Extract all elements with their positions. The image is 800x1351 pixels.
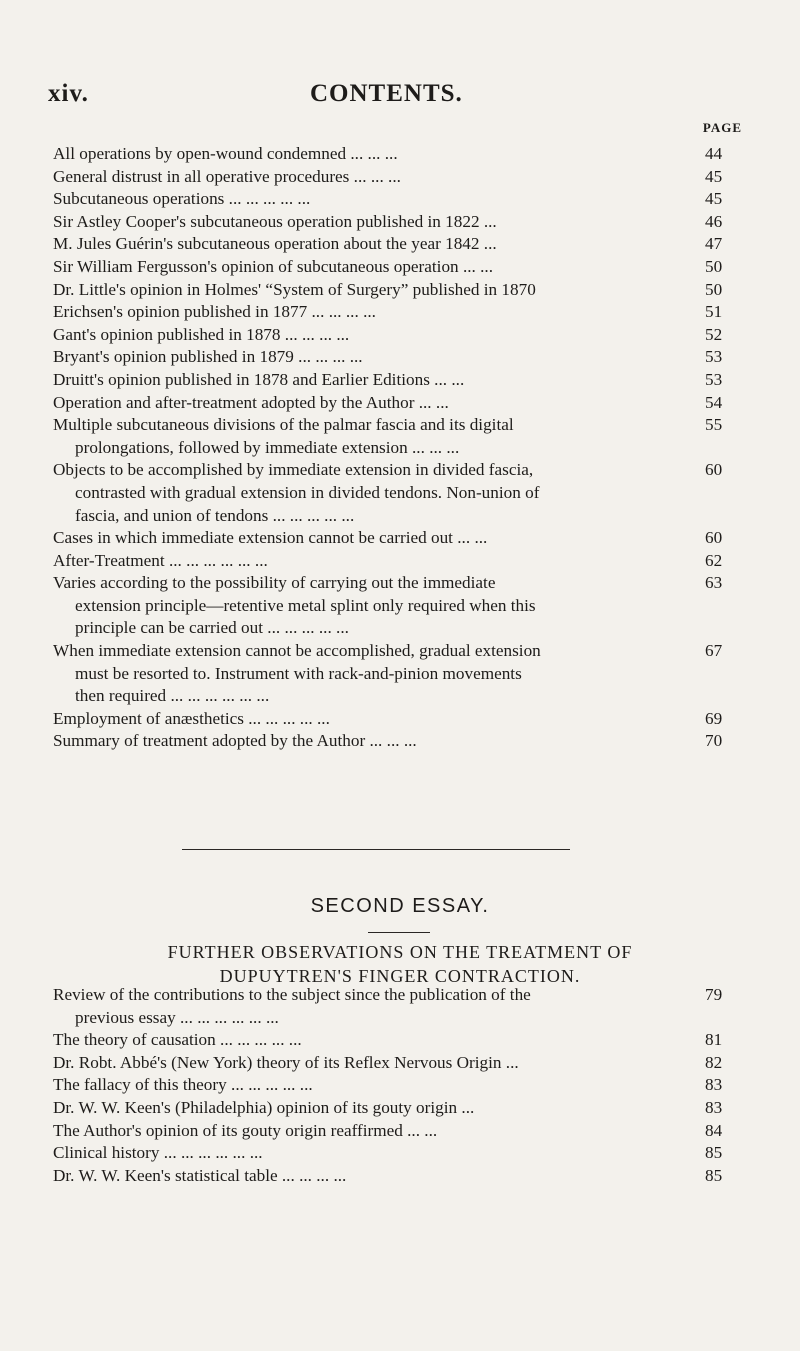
toc-entry	[53, 1074, 743, 1097]
toc-entry-line: must be resorted to. Instrument with rack-and-pinion movements	[75, 663, 522, 683]
toc-entry-text	[53, 256, 705, 279]
toc-entry	[53, 369, 743, 392]
toc-entry	[53, 730, 743, 753]
toc-page-number: 50	[705, 279, 723, 299]
toc-entry-text	[53, 143, 705, 166]
toc-entry	[53, 572, 743, 640]
toc-entry-line: Bryant's opinion published in 1879 ... ... ... ...	[53, 347, 363, 367]
toc-entry-text	[53, 1029, 705, 1052]
toc-entry-text	[53, 730, 705, 753]
toc-entry-line: M. Jules Guérin's subcutaneous operation about the year 1842 ...	[53, 234, 497, 254]
toc-entry	[53, 392, 743, 415]
toc-entry-line: Cases in which immediate extension cannot be carried out ... ...	[53, 528, 488, 548]
toc-entry	[53, 301, 743, 324]
toc-page-number: 50	[705, 256, 723, 276]
contents-list-second	[53, 984, 743, 1187]
toc-entry-line: Druitt's opinion published in 1878 and Earlier Editions ... ...	[53, 369, 465, 389]
toc-entry-line: Varies according to the possibility of carrying out the immediate	[53, 573, 496, 593]
toc-entry	[53, 984, 743, 1029]
toc-entry-text	[53, 527, 705, 550]
toc-entry-line: Subcutaneous operations ... ... ... ... ...	[53, 189, 311, 209]
toc-page-number: 84	[705, 1120, 723, 1140]
toc-page-number: 53	[705, 347, 723, 367]
toc-page-number: 67	[705, 641, 723, 661]
toc-entry-line: Clinical history ... ... ... ... ... ...	[53, 1143, 263, 1163]
toc-page-number: 82	[705, 1052, 723, 1072]
toc-entry-line: prolongations, followed by immediate extension ... ... ...	[75, 437, 460, 457]
toc-page-number: 45	[705, 166, 723, 186]
toc-entry-text	[53, 369, 705, 392]
toc-entry-text	[53, 1052, 705, 1075]
toc-entry-text	[53, 211, 705, 234]
toc-entry-text	[53, 1142, 705, 1165]
toc-entry-text	[53, 640, 705, 708]
toc-entry	[53, 233, 743, 256]
toc-page-number: 79	[705, 985, 723, 1004]
toc-page-number: 55	[705, 415, 723, 435]
toc-entry	[53, 211, 743, 234]
toc-entry-text	[53, 188, 705, 211]
toc-entry-text	[53, 550, 705, 573]
toc-entry-line: Review of the contributions to the subject since the publication of the	[53, 985, 531, 1004]
toc-entry	[53, 1097, 743, 1120]
toc-page-number: 85	[705, 1165, 723, 1185]
toc-entry	[53, 143, 743, 166]
essay-title-line-1: FURTHER OBSERVATIONS ON THE TREATMENT OF	[167, 942, 633, 962]
toc-entry-line: The Author's opinion of its gouty origin reaffirmed ... ...	[53, 1120, 438, 1140]
page-title: CONTENTS.	[310, 80, 463, 107]
toc-entry	[53, 414, 743, 459]
toc-page-number: 52	[705, 324, 723, 344]
toc-page-number: 83	[705, 1075, 723, 1095]
toc-entry	[53, 550, 743, 573]
toc-entry-line: fascia, and union of tendons ... ... ... ... ...	[75, 505, 355, 525]
toc-entry-text	[53, 1074, 705, 1097]
page-column-label: PAGE	[702, 120, 742, 135]
toc-entry-line: Objects to be accomplished by immediate extension in divided fascia,	[53, 460, 534, 480]
toc-entry-line: After-Treatment ... ... ... ... ... ...	[53, 550, 268, 570]
toc-entry-text	[53, 301, 705, 324]
toc-page-number: 46	[705, 211, 723, 231]
essay-title-line-2: DUPUYTREN'S FINGER CONTRACTION.	[219, 966, 581, 986]
toc-entry-line: Gant's opinion published in 1878 ... ... ... ...	[53, 324, 350, 344]
toc-entry-text	[53, 1120, 705, 1143]
toc-entry	[53, 256, 743, 279]
toc-entry	[53, 1029, 743, 1052]
toc-entry-text	[53, 279, 705, 302]
toc-page-number: 60	[705, 528, 723, 548]
toc-entry	[53, 1120, 743, 1143]
toc-page-number: 70	[705, 731, 723, 751]
toc-entry-line: Dr. W. W. Keen's (Philadelphia) opinion of its gouty origin ...	[53, 1097, 475, 1117]
toc-entry-line: The theory of causation ... ... ... ... ...	[53, 1030, 302, 1050]
toc-entry-line: The fallacy of this theory ... ... ... ... ...	[53, 1075, 313, 1095]
toc-entry-text	[53, 324, 705, 347]
toc-entry	[53, 527, 743, 550]
toc-entry	[53, 346, 743, 369]
toc-entry-line: Summary of treatment adopted by the Author ... ... ...	[53, 731, 417, 751]
toc-entry-text	[53, 233, 705, 256]
toc-page-number: 62	[705, 550, 723, 570]
toc-entry	[53, 1165, 743, 1188]
toc-entry-line: extension principle—retentive metal splint only required when this	[75, 595, 536, 615]
page-number: xiv.	[48, 80, 89, 107]
toc-page-number: 60	[705, 460, 723, 480]
toc-entry-line: Multiple subcutaneous divisions of the palmar fascia and its digital	[53, 415, 514, 435]
toc-entry-line: General distrust in all operative procedures ... ... ...	[53, 166, 401, 186]
toc-entry-text	[53, 1097, 705, 1120]
toc-entry-line: then required ... ... ... ... ... ...	[75, 686, 270, 706]
second-essay-title	[0, 940, 800, 988]
toc-entry-line: Sir Astley Cooper's subcutaneous operation published in 1822 ...	[53, 211, 497, 231]
toc-entry	[53, 166, 743, 189]
toc-entry-line: Employment of anæsthetics ... ... ... ... ...	[53, 708, 330, 728]
toc-page-number: 85	[705, 1143, 723, 1163]
toc-entry	[53, 188, 743, 211]
toc-entry	[53, 708, 743, 731]
toc-entry-line: Dr. W. W. Keen's statistical table ... ... ... ...	[53, 1165, 347, 1185]
page-header	[48, 80, 748, 114]
toc-entry-line: When immediate extension cannot be accomplished, gradual extension	[53, 641, 541, 661]
short-divider	[368, 932, 430, 933]
toc-entry	[53, 1142, 743, 1165]
toc-entry	[53, 459, 743, 527]
toc-entry-line: Dr. Robt. Abbé's (New York) theory of its Reflex Nervous Origin ...	[53, 1052, 519, 1072]
toc-page-number: 63	[705, 573, 723, 593]
toc-entry-text	[53, 572, 705, 640]
toc-entry-line: previous essay ... ... ... ... ... ...	[75, 1007, 279, 1027]
toc-page-number: 83	[705, 1097, 723, 1117]
toc-entry	[53, 324, 743, 347]
toc-page-number: 81	[705, 1030, 723, 1050]
toc-entry-text	[53, 166, 705, 189]
section-divider	[182, 849, 570, 850]
second-essay-heading: SECOND ESSAY.	[310, 895, 490, 917]
toc-entry-line: All operations by open-wound condemned ... ... ...	[53, 144, 398, 163]
toc-page-number: 54	[705, 392, 723, 412]
toc-entry-line: Dr. Little's opinion in Holmes' “System of Surgery” published in 1870	[53, 279, 536, 299]
toc-entry-text	[53, 708, 705, 731]
toc-page-number: 69	[705, 708, 723, 728]
toc-entry-line: contrasted with gradual extension in divided tendons. Non-union of	[75, 482, 540, 502]
toc-entry-line: Sir William Fergusson's opinion of subcutaneous operation ... ...	[53, 256, 494, 276]
toc-page-number: 44	[705, 144, 723, 163]
toc-entry-text	[53, 984, 705, 1029]
toc-page-number: 51	[705, 302, 723, 322]
toc-entry-text	[53, 414, 705, 459]
toc-page-number: 47	[705, 234, 723, 254]
toc-page-number: 45	[705, 189, 723, 209]
toc-entry-text	[53, 392, 705, 415]
toc-entry-line: Operation and after-treatment adopted by the Author ... ...	[53, 392, 449, 412]
toc-entry-text	[53, 1165, 705, 1188]
toc-entry	[53, 279, 743, 302]
contents-list-first	[53, 143, 743, 753]
toc-entry	[53, 1052, 743, 1075]
toc-page-number: 53	[705, 369, 723, 389]
toc-entry-text	[53, 346, 705, 369]
toc-entry	[53, 640, 743, 708]
toc-entry-text	[53, 459, 705, 527]
toc-entry-line: principle can be carried out ... ... ... ... ...	[75, 618, 349, 638]
toc-entry-line: Erichsen's opinion published in 1877 ... ... ... ...	[53, 302, 376, 322]
